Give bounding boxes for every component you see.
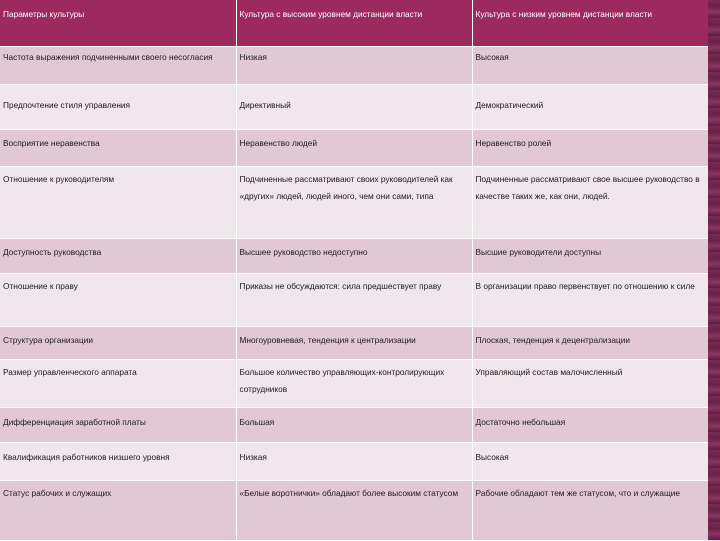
table-header-row — [0, 0, 708, 46]
low-distance-cell: В организации право первенствует по отношению к силе — [472, 273, 708, 326]
table-row — [0, 480, 708, 540]
low-distance-cell: Высокая — [472, 46, 708, 84]
parameter-cell: Квалификация работников низшего уровня — [0, 442, 236, 480]
table-row — [0, 359, 708, 407]
high-distance-cell: Низкая — [236, 442, 472, 480]
table-row — [0, 407, 708, 442]
parameter-cell: Статус рабочих и служащих — [0, 480, 236, 540]
parameter-cell: Частота выражения подчиненными своего несогласия — [0, 46, 236, 84]
parameter-cell: Отношение к праву — [0, 273, 236, 326]
parameter-cell: Предпочтение стиля управления — [0, 84, 236, 129]
low-distance-cell: Высшие руководители доступны — [472, 238, 708, 273]
high-distance-cell: Большое количество управляющих-контролирующих сотрудников — [236, 359, 472, 407]
low-distance-cell: Демократический — [472, 84, 708, 129]
parameter-cell: Размер управленческого аппарата — [0, 359, 236, 407]
low-distance-cell: Рабочие обладают тем же статусом, что и служащие — [472, 480, 708, 540]
high-distance-cell: Низкая — [236, 46, 472, 84]
header-high-power-distance: Культура с высоким уровнем дистанции власти — [236, 0, 472, 46]
parameter-cell: Отношение к руководителям — [0, 166, 236, 238]
high-distance-cell: Подчиненные рассматривают своих руководителей как «других» людей, людей иного, чем они сами, типа — [236, 166, 472, 238]
table-row — [0, 442, 708, 480]
high-distance-cell: Многоуровневая, тенденция к централизации — [236, 326, 472, 359]
parameter-cell: Структура организации — [0, 326, 236, 359]
high-distance-cell: Высшее руководство недоступно — [236, 238, 472, 273]
table-row — [0, 84, 708, 129]
high-distance-cell: «Белые воротнички» обладают более высоким статусом — [236, 480, 472, 540]
parameter-cell: Дифференциация заработной платы — [0, 407, 236, 442]
table-row — [0, 238, 708, 273]
table-row — [0, 166, 708, 238]
parameter-cell: Восприятие неравенства — [0, 129, 236, 166]
low-distance-cell: Управляющий состав малочисленный — [472, 359, 708, 407]
table-row — [0, 326, 708, 359]
low-distance-cell: Достаточно небольшая — [472, 407, 708, 442]
parameter-cell: Доступность руководства — [0, 238, 236, 273]
high-distance-cell: Приказы не обсуждаются: сила предшествует праву — [236, 273, 472, 326]
low-distance-cell: Плоская, тенденция к децентрализации — [472, 326, 708, 359]
header-parameter: Параметры культуры — [0, 0, 236, 46]
table-row — [0, 273, 708, 326]
header-low-power-distance: Культура с низким уровнем дистанции власти — [472, 0, 708, 46]
table-row — [0, 46, 708, 84]
high-distance-cell: Неравенство людей — [236, 129, 472, 166]
high-distance-cell: Большая — [236, 407, 472, 442]
decorative-side-strip — [708, 0, 720, 540]
high-distance-cell: Директивный — [236, 84, 472, 129]
table-row — [0, 129, 708, 166]
low-distance-cell: Неравенство ролей — [472, 129, 708, 166]
low-distance-cell: Подчиненные рассматривают свое высшее руководство в качестве таких же, как они, людей. — [472, 166, 708, 238]
low-distance-cell: Высокая — [472, 442, 708, 480]
